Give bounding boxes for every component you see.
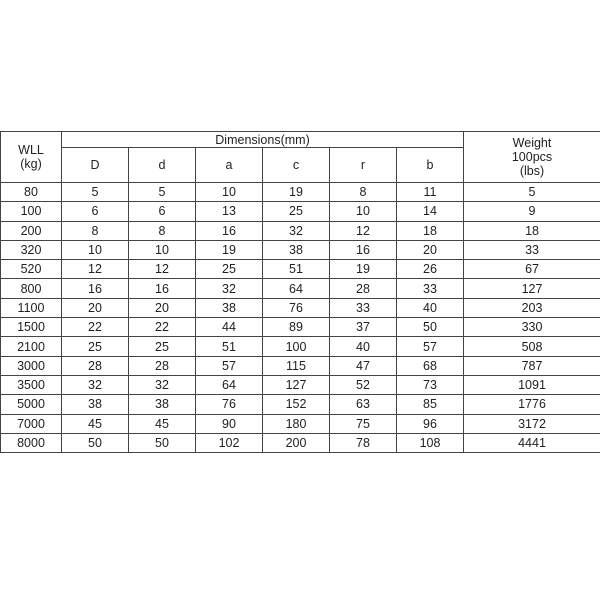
- cell-a: 76: [196, 395, 263, 414]
- cell-d: 50: [129, 433, 196, 452]
- cell-wll: 80: [1, 183, 62, 202]
- cell-a: 51: [196, 337, 263, 356]
- cell-b: 50: [397, 318, 464, 337]
- cell-b: 40: [397, 298, 464, 317]
- table-row: [1, 337, 600, 356]
- cell-weight: 3172: [464, 414, 600, 433]
- table-row: [1, 202, 600, 221]
- cell-D: 8: [62, 221, 129, 240]
- cell-b: 11: [397, 183, 464, 202]
- dimensions-header: Dimensions(mm): [62, 132, 464, 148]
- cell-d: 22: [129, 318, 196, 337]
- cell-r: 78: [330, 433, 397, 452]
- cell-r: 19: [330, 260, 397, 279]
- cell-c: 38: [263, 240, 330, 259]
- cell-wll: 3500: [1, 375, 62, 394]
- cell-d: 12: [129, 260, 196, 279]
- cell-a: 32: [196, 279, 263, 298]
- cell-weight: 203: [464, 298, 600, 317]
- cell-D: 45: [62, 414, 129, 433]
- cell-d: 16: [129, 279, 196, 298]
- table-row: [1, 183, 600, 202]
- cell-r: 37: [330, 318, 397, 337]
- cell-d: 32: [129, 375, 196, 394]
- cell-a: 25: [196, 260, 263, 279]
- table-row: [1, 433, 600, 452]
- cell-a: 19: [196, 240, 263, 259]
- cell-c: 200: [263, 433, 330, 452]
- cell-D: 20: [62, 298, 129, 317]
- cell-D: 22: [62, 318, 129, 337]
- table-row: [1, 318, 600, 337]
- cell-d: 38: [129, 395, 196, 414]
- column-header-c: c: [263, 148, 330, 183]
- cell-weight: 33: [464, 240, 600, 259]
- cell-D: 16: [62, 279, 129, 298]
- column-header-r: r: [330, 148, 397, 183]
- cell-wll: 2100: [1, 337, 62, 356]
- cell-a: 13: [196, 202, 263, 221]
- column-header-D: D: [62, 148, 129, 183]
- cell-b: 14: [397, 202, 464, 221]
- cell-c: 152: [263, 395, 330, 414]
- cell-weight: 1776: [464, 395, 600, 414]
- cell-D: 5: [62, 183, 129, 202]
- cell-wll: 1100: [1, 298, 62, 317]
- cell-b: 26: [397, 260, 464, 279]
- cell-d: 45: [129, 414, 196, 433]
- table-row: [1, 221, 600, 240]
- cell-r: 28: [330, 279, 397, 298]
- table-row: [1, 375, 600, 394]
- cell-b: 57: [397, 337, 464, 356]
- cell-weight: 787: [464, 356, 600, 375]
- table-row: [1, 240, 600, 259]
- cell-wll: 3000: [1, 356, 62, 375]
- cell-D: 25: [62, 337, 129, 356]
- table-row: [1, 298, 600, 317]
- cell-wll: 1500: [1, 318, 62, 337]
- cell-b: 85: [397, 395, 464, 414]
- cell-D: 38: [62, 395, 129, 414]
- cell-d: 8: [129, 221, 196, 240]
- cell-c: 127: [263, 375, 330, 394]
- cell-wll: 7000: [1, 414, 62, 433]
- cell-d: 20: [129, 298, 196, 317]
- cell-wll: 200: [1, 221, 62, 240]
- cell-c: 180: [263, 414, 330, 433]
- cell-c: 51: [263, 260, 330, 279]
- cell-wll: 5000: [1, 395, 62, 414]
- cell-a: 10: [196, 183, 263, 202]
- cell-wll: 8000: [1, 433, 62, 452]
- cell-r: 12: [330, 221, 397, 240]
- cell-b: 96: [397, 414, 464, 433]
- cell-d: 28: [129, 356, 196, 375]
- cell-b: 73: [397, 375, 464, 394]
- cell-c: 89: [263, 318, 330, 337]
- cell-a: 90: [196, 414, 263, 433]
- table-body: [1, 183, 600, 453]
- cell-b: 33: [397, 279, 464, 298]
- table-row: [1, 395, 600, 414]
- cell-D: 10: [62, 240, 129, 259]
- cell-r: 16: [330, 240, 397, 259]
- cell-r: 10: [330, 202, 397, 221]
- cell-r: 40: [330, 337, 397, 356]
- column-header-d: d: [129, 148, 196, 183]
- cell-c: 100: [263, 337, 330, 356]
- cell-c: 64: [263, 279, 330, 298]
- table-row: [1, 279, 600, 298]
- cell-r: 8: [330, 183, 397, 202]
- cell-weight: 67: [464, 260, 600, 279]
- table-header: [1, 132, 600, 183]
- cell-weight: 9: [464, 202, 600, 221]
- cell-weight: 330: [464, 318, 600, 337]
- cell-d: 6: [129, 202, 196, 221]
- cell-b: 18: [397, 221, 464, 240]
- cell-D: 6: [62, 202, 129, 221]
- cell-a: 102: [196, 433, 263, 452]
- column-header-a: a: [196, 148, 263, 183]
- cell-a: 38: [196, 298, 263, 317]
- cell-r: 75: [330, 414, 397, 433]
- cell-wll: 100: [1, 202, 62, 221]
- cell-r: 52: [330, 375, 397, 394]
- cell-c: 19: [263, 183, 330, 202]
- cell-D: 12: [62, 260, 129, 279]
- column-header-b: b: [397, 148, 464, 183]
- table-row: [1, 260, 600, 279]
- cell-D: 50: [62, 433, 129, 452]
- cell-d: 10: [129, 240, 196, 259]
- cell-weight: 1091: [464, 375, 600, 394]
- cell-b: 20: [397, 240, 464, 259]
- cell-a: 64: [196, 375, 263, 394]
- cell-r: 63: [330, 395, 397, 414]
- cell-a: 44: [196, 318, 263, 337]
- cell-weight: 127: [464, 279, 600, 298]
- cell-weight: 5: [464, 183, 600, 202]
- cell-D: 32: [62, 375, 129, 394]
- cell-a: 57: [196, 356, 263, 375]
- cell-wll: 320: [1, 240, 62, 259]
- cell-a: 16: [196, 221, 263, 240]
- cell-wll: 800: [1, 279, 62, 298]
- cell-d: 5: [129, 183, 196, 202]
- table-row: [1, 356, 600, 375]
- cell-r: 33: [330, 298, 397, 317]
- cell-c: 32: [263, 221, 330, 240]
- cell-r: 47: [330, 356, 397, 375]
- weight-header: Weight 100pcs (lbs): [464, 132, 600, 183]
- cell-c: 25: [263, 202, 330, 221]
- cell-b: 108: [397, 433, 464, 452]
- cell-weight: 18: [464, 221, 600, 240]
- cell-weight: 4441: [464, 433, 600, 452]
- specification-table: [0, 131, 600, 453]
- cell-wll: 520: [1, 260, 62, 279]
- cell-c: 76: [263, 298, 330, 317]
- cell-c: 115: [263, 356, 330, 375]
- cell-b: 68: [397, 356, 464, 375]
- cell-weight: 508: [464, 337, 600, 356]
- cell-d: 25: [129, 337, 196, 356]
- wll-header: WLL (kg): [1, 132, 62, 183]
- table-row: [1, 414, 600, 433]
- cell-D: 28: [62, 356, 129, 375]
